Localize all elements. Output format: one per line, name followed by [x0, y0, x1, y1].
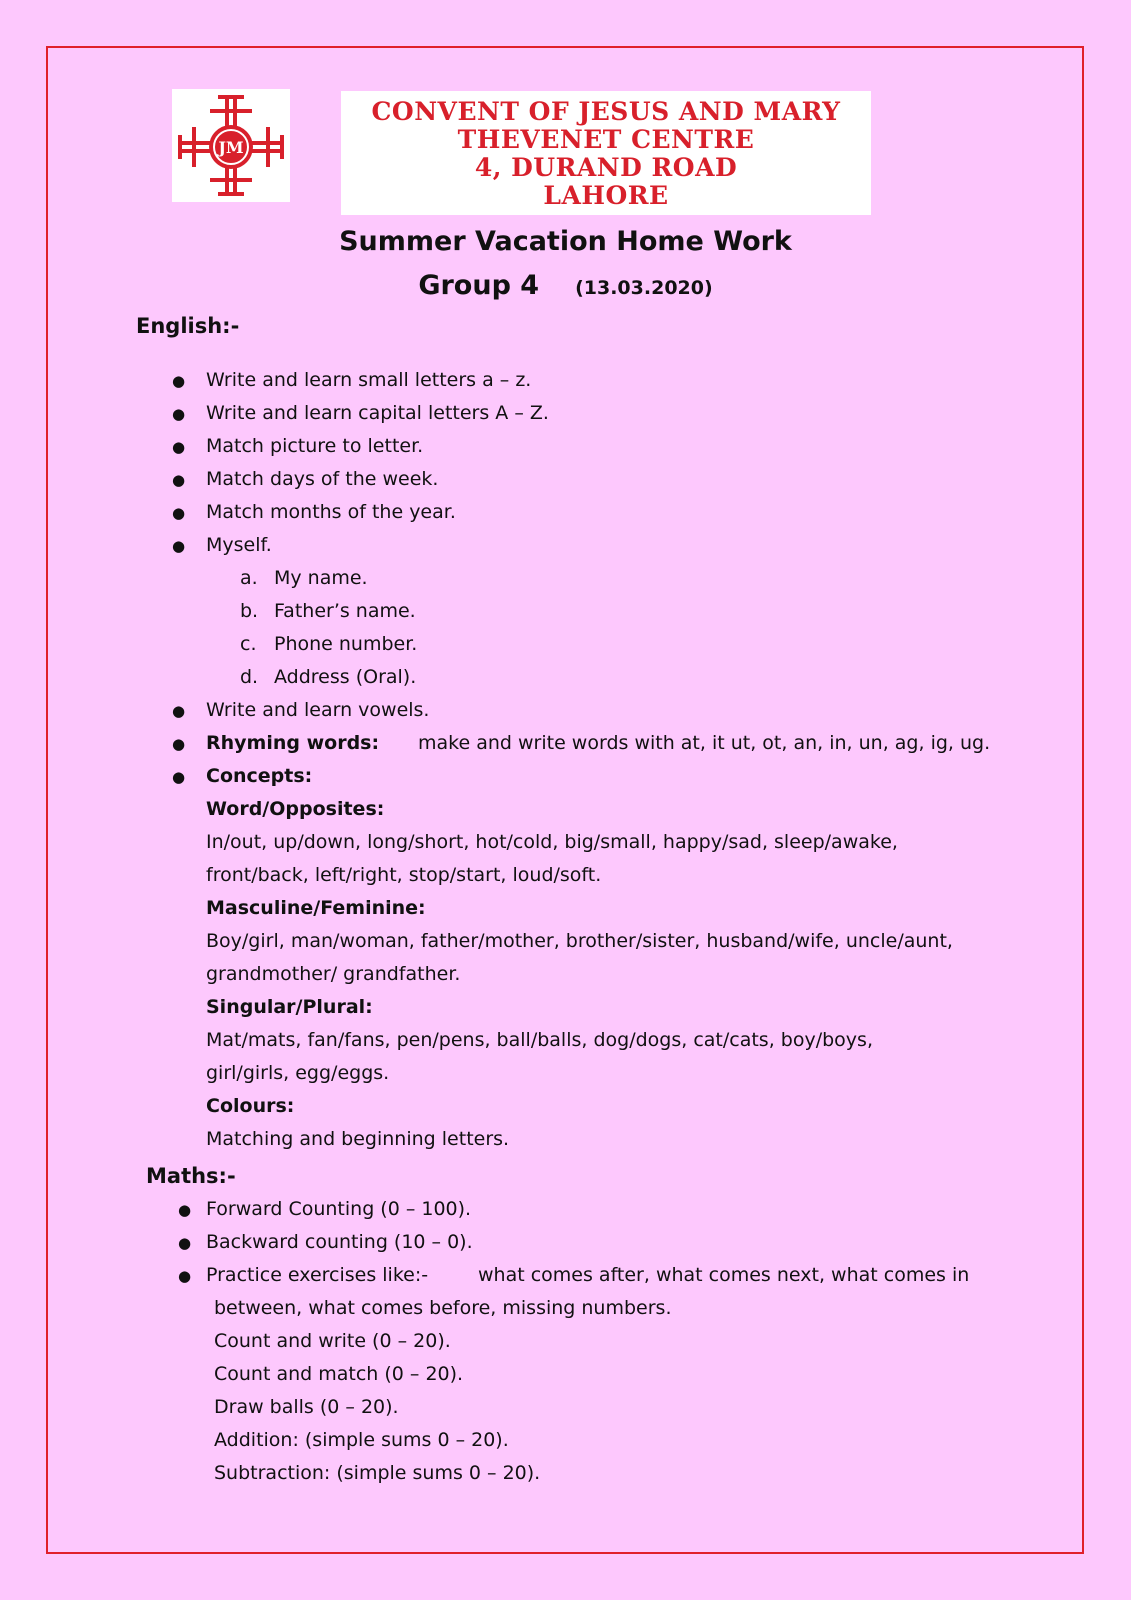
colours-label: Colours:: [206, 1095, 295, 1117]
sub-item: Father’s name.: [274, 600, 416, 622]
group-heading: [0, 270, 1131, 301]
bullet-icon: ●: [172, 372, 186, 390]
bullet-icon: ●: [178, 1234, 192, 1252]
practice-text: what comes after, what comes next, what comes in: [478, 1264, 970, 1286]
list-item: Draw balls (0 – 20).: [214, 1396, 399, 1418]
opposites-text: front/back, left/right, stop/start, loud/soft.: [206, 864, 602, 886]
opposites-label: Word/Opposites:: [206, 798, 385, 820]
cross-emblem-icon: [172, 89, 290, 202]
gender-text: grandmother/ grandfather.: [206, 963, 461, 985]
school-banner: [341, 91, 871, 215]
sub-item-letter: c.: [240, 633, 257, 655]
list-item: Subtraction: (simple sums 0 – 20).: [214, 1462, 541, 1484]
gender-text: Boy/girl, man/woman, father/mother, brother/sister, husband/wife, uncle/aunt,: [206, 930, 953, 952]
bullet-icon: ●: [172, 768, 186, 786]
sub-item: Phone number.: [274, 633, 418, 655]
list-item: Addition: (simple sums 0 – 20).: [214, 1429, 509, 1451]
school-address: 4, DURAND ROAD: [474, 153, 738, 182]
list-item: Write and learn small letters a – z.: [206, 369, 532, 391]
school-centre: THEVENET CENTRE: [457, 125, 755, 154]
list-item: Write and learn vowels.: [206, 699, 430, 721]
bullet-icon: ●: [172, 471, 186, 489]
bullet-icon: ●: [172, 735, 186, 753]
list-item: Match days of the week.: [206, 468, 439, 490]
list-item: Count and write (0 – 20).: [214, 1330, 451, 1352]
sub-item: My name.: [274, 567, 368, 589]
plural-label: Singular/Plural:: [206, 996, 373, 1018]
rhyming-label: Rhyming words:: [206, 732, 380, 754]
list-item: Myself.: [206, 534, 272, 556]
school-city: LAHORE: [543, 181, 669, 210]
concepts-label: Concepts:: [206, 765, 313, 787]
rhyming-text: make and write words with at, it ut, ot, an, in, un, ag, ig, ug.: [418, 732, 991, 754]
school-logo: [172, 89, 290, 202]
bullet-icon: ●: [172, 438, 186, 456]
practice-text: between, what comes before, missing numbers.: [214, 1297, 672, 1319]
svg-text:JM: JM: [218, 138, 244, 157]
group-label: Group 4: [418, 270, 540, 301]
bullet-icon: ●: [172, 504, 186, 522]
bullet-icon: ●: [172, 405, 186, 423]
sub-item-letter: a.: [240, 567, 258, 589]
gender-label: Masculine/Feminine:: [206, 897, 426, 919]
sub-item-letter: d.: [240, 666, 259, 688]
sub-item: Address (Oral).: [274, 666, 417, 688]
list-item: Write and learn capital letters A – Z.: [206, 402, 549, 424]
plural-text: Mat/mats, fan/fans, pen/pens, ball/balls, dog/dogs, cat/cats, boy/boys,: [206, 1029, 873, 1051]
list-item: Forward Counting (0 – 100).: [206, 1198, 472, 1220]
list-item: Count and match (0 – 20).: [214, 1363, 464, 1385]
bullet-icon: ●: [178, 1201, 192, 1219]
list-item: Match picture to letter.: [206, 435, 424, 457]
page-title: Summer Vacation Home Work: [339, 226, 792, 257]
list-item: Match months of the year.: [206, 501, 456, 523]
sub-item-letter: b.: [240, 600, 259, 622]
bullet-icon: ●: [172, 537, 186, 555]
list-item: Backward counting (10 – 0).: [206, 1231, 473, 1253]
opposites-text: In/out, up/down, long/short, hot/cold, big/small, happy/sad, sleep/awake,: [206, 831, 898, 853]
english-heading: English:-: [136, 314, 240, 338]
maths-heading: Maths:-: [146, 1164, 236, 1188]
practice-label: Practice exercises like:-: [206, 1264, 429, 1286]
date-label: (13.03.2020): [575, 277, 713, 299]
bullet-icon: ●: [178, 1267, 192, 1285]
plural-text: girl/girls, egg/eggs.: [206, 1062, 390, 1084]
colours-text: Matching and beginning letters.: [206, 1128, 510, 1150]
bullet-icon: ●: [172, 702, 186, 720]
school-name: CONVENT OF JESUS AND MARY: [371, 97, 841, 126]
